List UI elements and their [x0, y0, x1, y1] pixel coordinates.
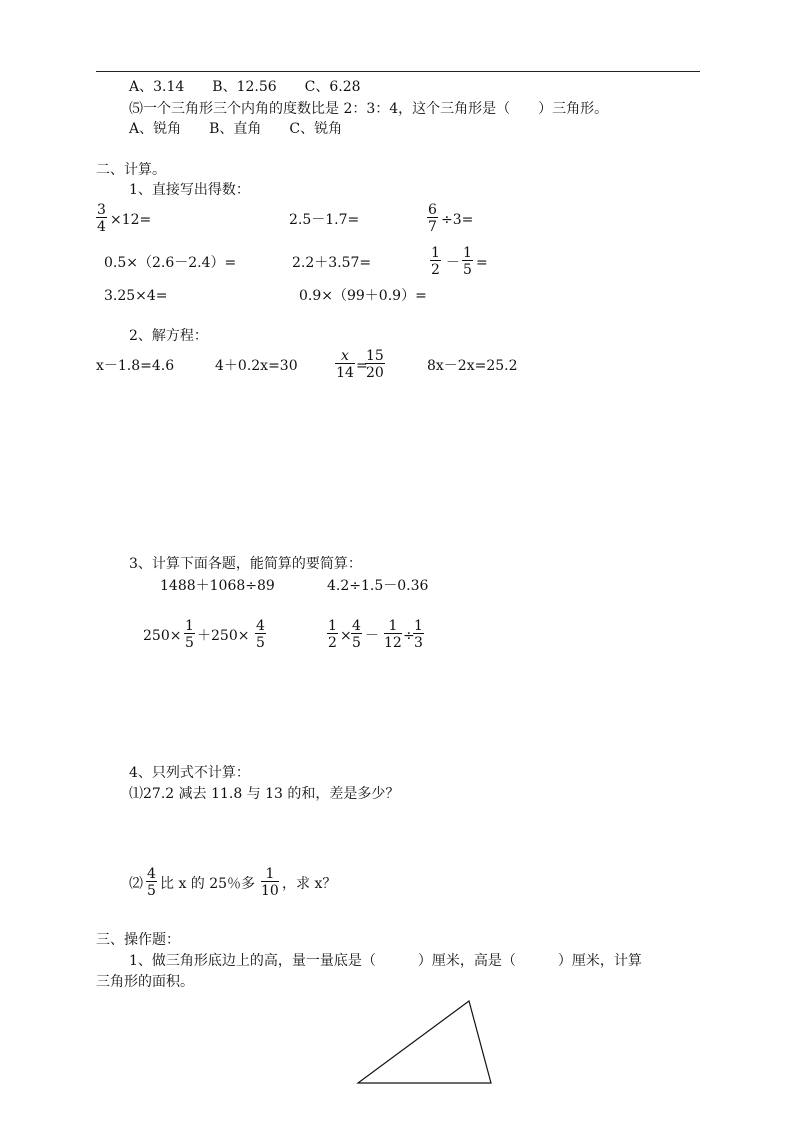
q5-options: A、锐角 B、直角 C、锐角 — [129, 121, 343, 137]
q5-text: ⑸一个三角形三个内角的度数比是 2：3：4，这个三角形是（ ）三角形。 — [129, 101, 609, 117]
word-problem: ⑴27.2 减去 11.8 与 13 的和，差是多少？ — [129, 786, 400, 802]
triangle-shape — [358, 1001, 491, 1083]
equation: 4＋0.2x=30 — [215, 358, 298, 374]
calc-item: 4.2÷1.5－0.36 — [327, 578, 429, 594]
fraction: $\frac{1}{12}$ — [384, 618, 402, 651]
fraction: $\frac{1}{5}$ — [185, 618, 194, 651]
fraction: $\frac{1}{10}$ — [261, 866, 279, 899]
equation-text: = — [356, 358, 368, 374]
part3-title: 3、计算下面各题，能简算的要简算： — [129, 556, 362, 572]
fraction: $\frac{1}{5}$ — [463, 245, 472, 278]
equation: x－1.8=4.6 — [96, 358, 175, 374]
expr-text: = — [476, 255, 488, 271]
expr-item: 0.9×（99＋0.9）= — [299, 288, 427, 304]
fraction: $\frac{3}{4}$ — [97, 202, 106, 235]
fraction: $\frac{15}{20}$ — [366, 348, 384, 381]
word-problem-text: ⑵ — [129, 876, 143, 892]
part4-title: 4、只列式不计算： — [129, 765, 250, 781]
fraction: $\frac{1}{2}$ — [328, 618, 337, 651]
calc-text: － — [365, 628, 379, 644]
fraction: $\frac{1}{3}$ — [414, 618, 423, 651]
expr-text: ÷3= — [441, 212, 474, 228]
q4-options: A、3.14 B、12.56 C、6.28 — [129, 79, 361, 95]
calc-text: ÷ — [403, 628, 415, 644]
fraction: $\frac{4}{5}$ — [256, 618, 265, 651]
expr-item: 0.5×（2.6－2.4）= — [104, 255, 237, 271]
expr-text: ×12= — [110, 212, 152, 228]
fraction: $\frac{1}{2}$ — [431, 245, 440, 278]
fraction: $\frac{4}{5}$ — [147, 866, 156, 899]
word-problem-text: ，求 x？ — [282, 876, 337, 892]
expr-item: 2.2＋3.57= — [292, 255, 372, 271]
calc-item: 1488＋1068÷89 — [160, 578, 275, 594]
operation-text: 三角形的面积。 — [96, 974, 194, 990]
calc-text: ＋250× — [197, 628, 250, 644]
part1-title: 1、直接写出得数： — [129, 182, 250, 198]
fraction: $\frac{x}{14}$ — [336, 348, 354, 381]
calc-text: 250× — [143, 628, 182, 644]
fraction: $\frac{6}{7}$ — [428, 202, 437, 235]
expr-item: 2.5－1.7= — [289, 212, 360, 228]
section2-title: 二、计算。 — [96, 162, 166, 178]
expr-text: － — [446, 255, 460, 271]
fraction: $\frac{4}{5}$ — [352, 618, 361, 651]
section3-title: 三、操作题： — [96, 932, 180, 948]
equation: 8x－2x=25.2 — [427, 358, 518, 374]
operation-text: 1、做三角形底边上的高，量一量底是（ ）厘米，高是（ ）厘米，计算 — [129, 953, 642, 969]
word-problem-text: 比 x 的 25％多 — [160, 876, 256, 892]
expr-item: 3.25×4= — [104, 288, 168, 304]
part2-title: 2、解方程： — [129, 328, 208, 344]
calc-text: × — [340, 628, 352, 644]
